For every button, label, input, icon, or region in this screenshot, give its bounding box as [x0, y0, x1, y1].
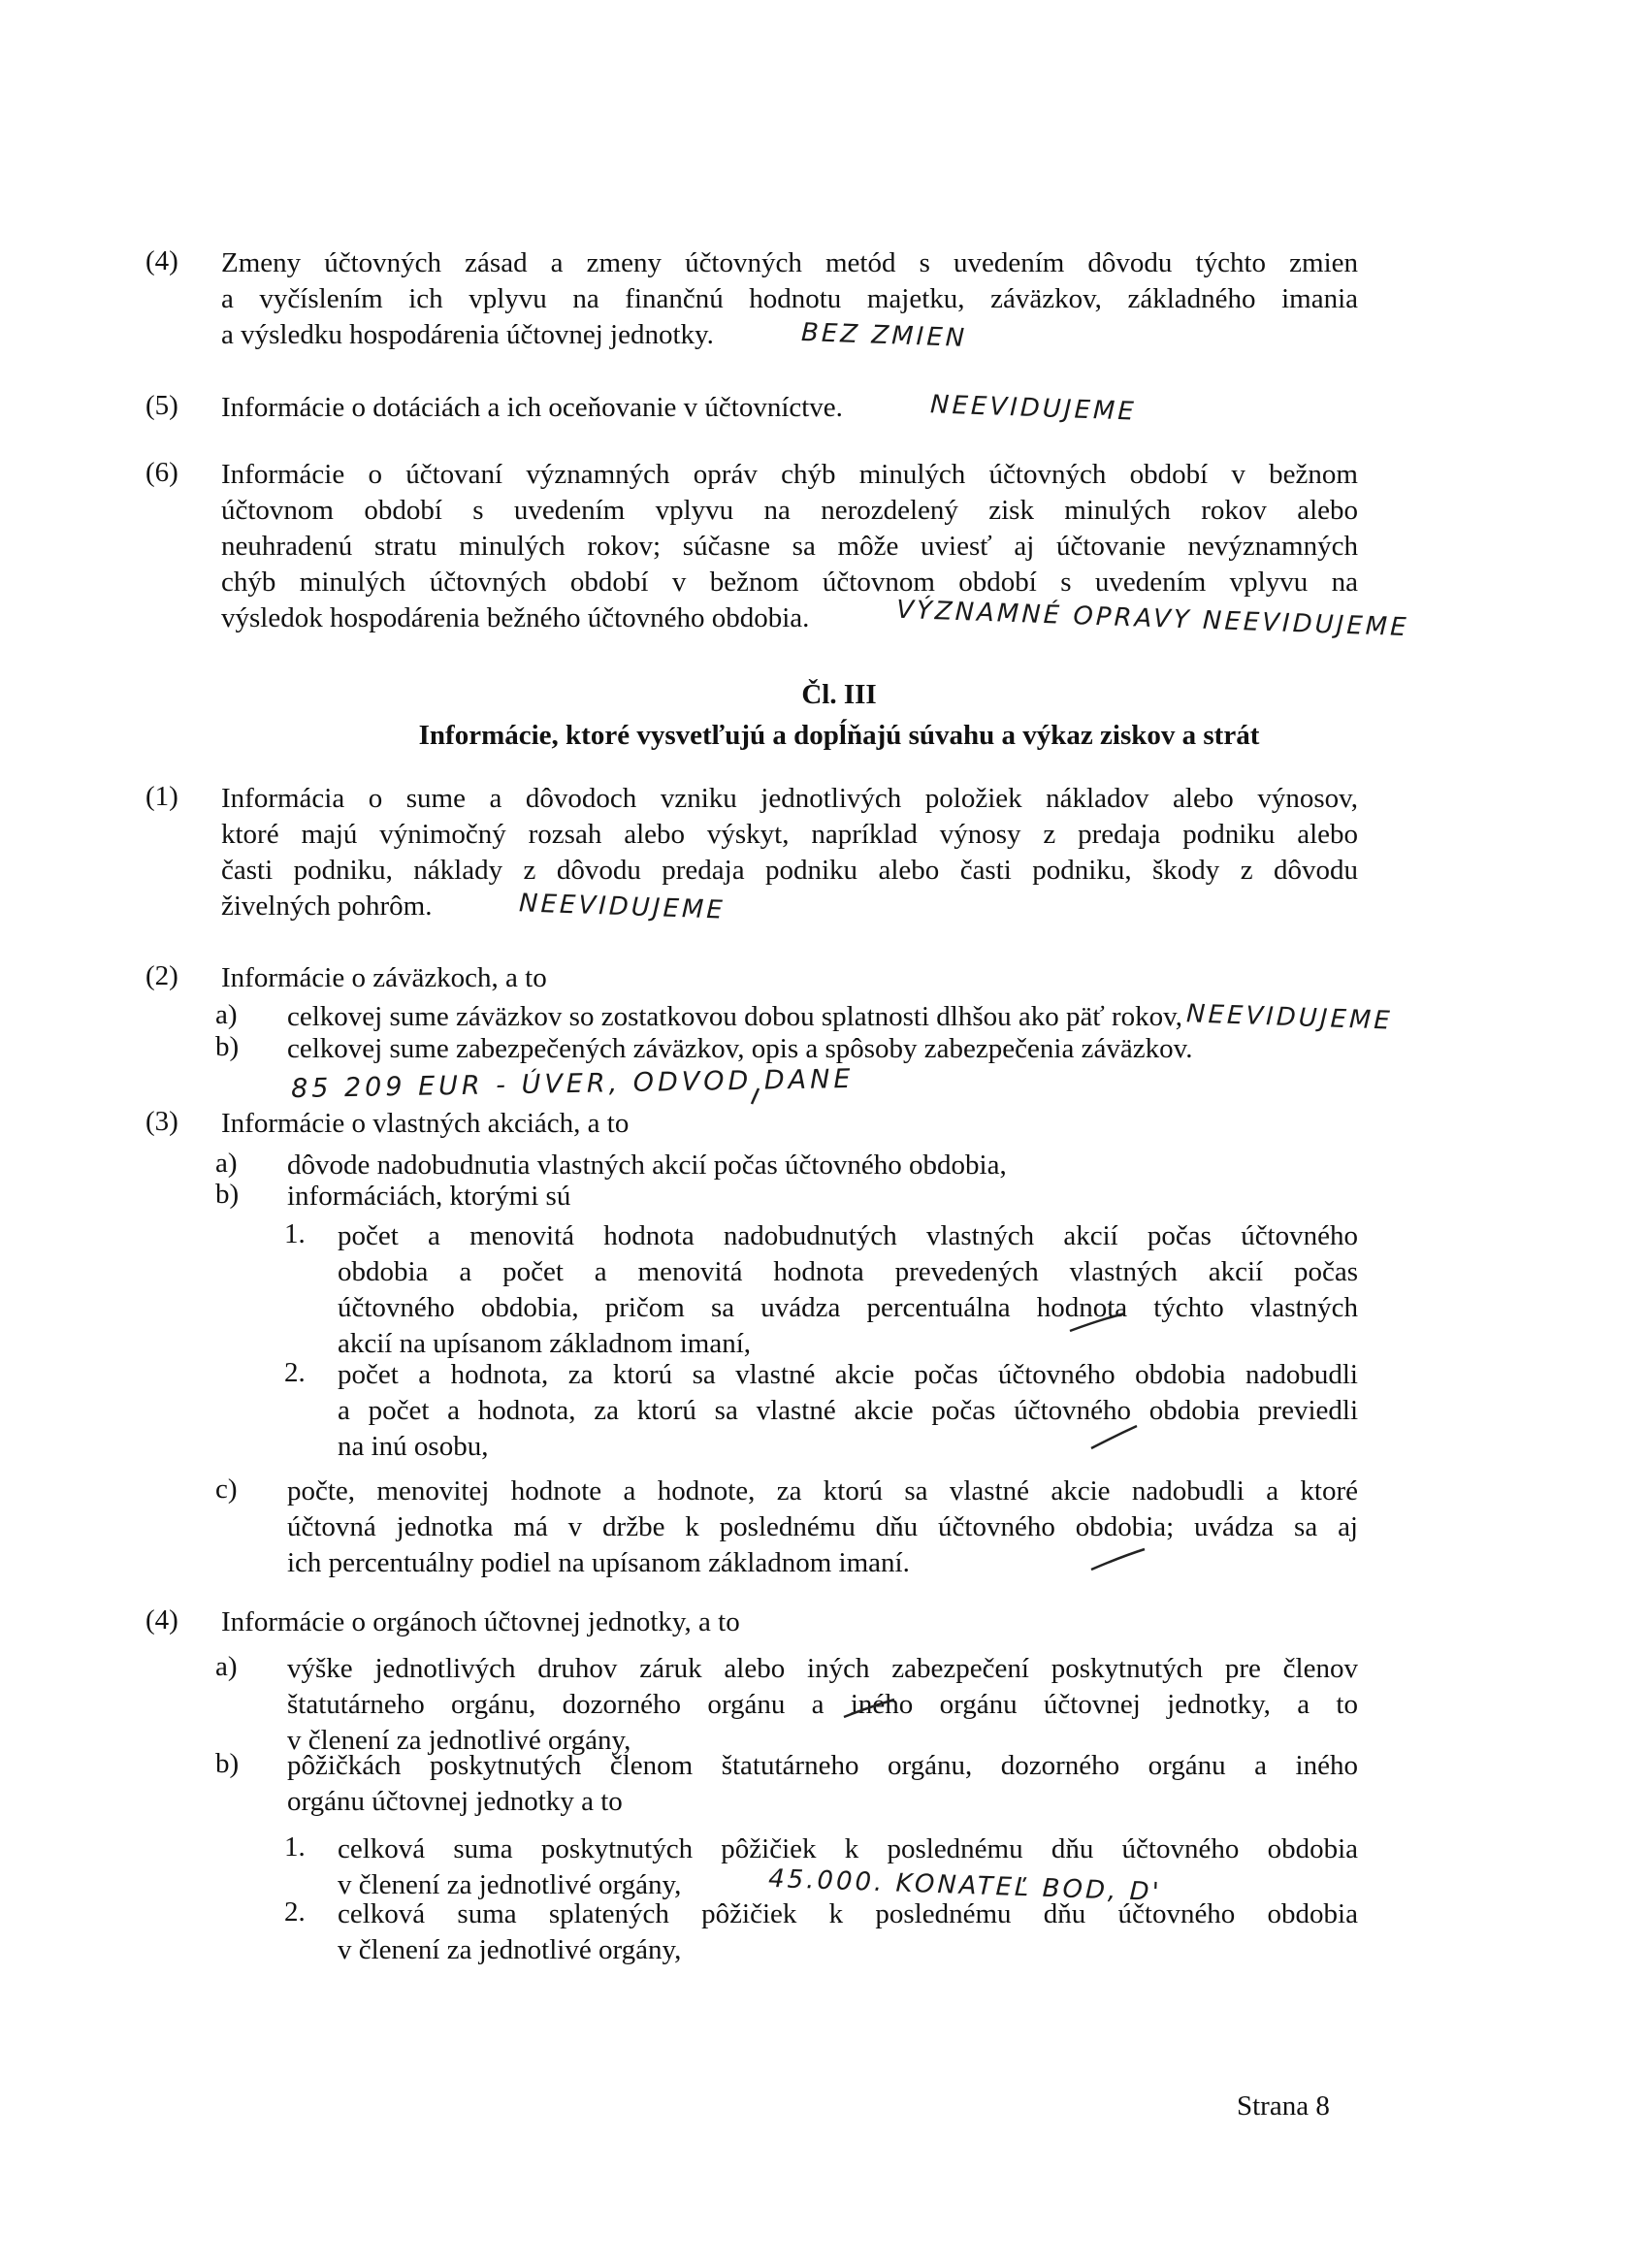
- handwritten-note: BEZ ZMIEN: [800, 318, 968, 353]
- text-line: [338, 1357, 1358, 1393]
- text-line: [221, 781, 1358, 817]
- list-item: [284, 1831, 1358, 1908]
- list-item: [215, 1031, 1358, 1067]
- list-item: [146, 781, 1358, 924]
- line-text: živelných pohrôm.: [221, 891, 433, 922]
- text-line: [338, 1896, 1358, 1932]
- line-text: účtovného obdobia, pričom sa uvádza percentuálna hodnota týchto vlastných: [338, 1292, 1358, 1323]
- list-item: [215, 1179, 1358, 1215]
- text-line: [287, 1784, 1358, 1820]
- line-text: obdobia a počet a menovitá hodnota prevedených vlastných akcií počas: [338, 1256, 1358, 1287]
- item-text: [287, 1179, 1358, 1215]
- line-text: Informácie o účtovaní významných opráv chýb minulých účtovných období v bežnom: [221, 459, 1358, 490]
- handwritten-note: VÝZNAMNÉ OPRAVY NEEVIDUJEME: [896, 595, 1410, 643]
- list-item: [284, 1896, 1358, 1968]
- text-line: [287, 1179, 1358, 1215]
- item-text: [221, 960, 1358, 996]
- item-label: (6): [146, 457, 178, 488]
- item-label: 1.: [284, 1831, 306, 1863]
- article-number: Čl. III: [801, 679, 877, 710]
- line-text: počet a hodnota, za ktorú sa vlastné akcie počas účtovného obdobia nadobudli: [338, 1359, 1358, 1390]
- text-line: [338, 1831, 1358, 1867]
- list-item: [215, 1474, 1358, 1581]
- list-item: [215, 999, 1394, 1036]
- line-text: účtovnom období s uvedením vplyvu na nerozdelený zisk minulých rokov alebo: [221, 495, 1358, 526]
- item-text: [287, 1748, 1358, 1820]
- text-line: [221, 595, 1410, 643]
- item-label: 1.: [284, 1218, 306, 1249]
- line-text: v členení za jednotlivé orgány,: [338, 1869, 682, 1900]
- line-text: dôvode nadobudnutia vlastných akcií počas účtovného obdobia,: [287, 1150, 1007, 1181]
- text-line: [221, 1106, 1358, 1142]
- item-label: 2.: [284, 1357, 306, 1388]
- text-line: [338, 1290, 1358, 1326]
- line-text: počet a menovitá hodnota nadobudnutých vlastných akcií počas účtovného: [338, 1220, 1358, 1251]
- list-item: [146, 390, 1358, 426]
- list-item: [146, 960, 1358, 996]
- item-text: [287, 1474, 1358, 1581]
- item-text: [221, 245, 1358, 353]
- text-line: [221, 317, 1358, 353]
- line-text: neuhradenú stratu minulých rokov; súčasne sa môže uviesť aj účtovanie nevýznamných: [221, 531, 1358, 562]
- line-text: akcií na upísanom základnom imaní,: [338, 1328, 752, 1359]
- text-line: [221, 529, 1358, 565]
- line-text: Informácie o záväzkoch, a to: [221, 962, 547, 993]
- line-text: a výsledku hospodárenia účtovnej jednotky.: [221, 319, 714, 350]
- line-text: Informácia o sume a dôvodoch vzniku jednotlivých položiek nákladov alebo výnosov,: [221, 783, 1358, 814]
- item-text: [287, 1651, 1358, 1759]
- text-line: [221, 960, 1358, 996]
- text-line: [221, 457, 1358, 493]
- item-label: (4): [146, 1604, 178, 1636]
- line-text: v členení za jednotlivé orgány,: [287, 1725, 631, 1756]
- list-item: [215, 1748, 1358, 1820]
- line-text: a počet a hodnota, za ktorú sa vlastné akcie počas účtovného obdobia previedli: [338, 1395, 1358, 1426]
- item-label: 2.: [284, 1896, 306, 1928]
- list-item: [146, 245, 1358, 353]
- text-line: [338, 1393, 1358, 1429]
- item-label: b): [215, 1179, 240, 1210]
- item-label: b): [215, 1748, 240, 1779]
- item-text: [221, 781, 1358, 924]
- text-line: [221, 565, 1358, 600]
- item-label: a): [215, 1148, 238, 1179]
- page-number: Strana 8: [1237, 2090, 1330, 2122]
- item-label: c): [215, 1474, 238, 1505]
- text-line: [287, 1651, 1358, 1687]
- list-item: [146, 1106, 1358, 1142]
- line-text: účtovná jednotka má v držbe k poslednému dňu účtovného obdobia; uvádza sa aj: [287, 1511, 1358, 1542]
- item-label: (5): [146, 390, 178, 421]
- text-line: [287, 1545, 1358, 1581]
- text-line: [221, 889, 1358, 924]
- line-text: celková suma splatených pôžičiek k poslednému dňu účtovného obdobia: [338, 1898, 1358, 1929]
- text-line: [287, 1748, 1358, 1784]
- item-text: [221, 457, 1410, 643]
- line-text: celkovej sume záväzkov so zostatkovou dobou splatnosti dlhšou ako päť rokov,: [287, 1001, 1183, 1032]
- handwritten-note: NEEVIDUJEME: [519, 889, 727, 925]
- handwritten-note: 45.000. KONATEĽ BOD, D': [767, 1863, 1163, 1908]
- item-label: (3): [146, 1106, 178, 1137]
- item-text: [338, 1218, 1358, 1362]
- list-item: [146, 457, 1410, 643]
- item-text: [287, 1031, 1358, 1067]
- text-line: [287, 1509, 1358, 1545]
- list-item: [284, 1218, 1358, 1362]
- article-title: Informácie, ktoré vysvetľujú a dopĺňajú súvahu a výkaz ziskov a strát: [418, 720, 1260, 751]
- item-label: a): [215, 999, 238, 1030]
- text-line: [221, 281, 1358, 317]
- handwritten-note: 85 209 EUR - ÚVER, ODVOD DANE: [290, 1063, 855, 1105]
- line-text: výške jednotlivých druhov záruk alebo iných zabezpečení poskytnutých pre členov: [287, 1653, 1358, 1684]
- text-line: [221, 493, 1358, 529]
- item-label: (2): [146, 960, 178, 991]
- item-text: [287, 999, 1394, 1036]
- item-text: [338, 1831, 1358, 1908]
- item-text: [221, 1604, 1358, 1640]
- item-text: [338, 1896, 1358, 1968]
- line-text: na inú osobu,: [338, 1431, 489, 1462]
- item-text: [338, 1357, 1358, 1465]
- text-line: [338, 1932, 1358, 1968]
- item-label: (4): [146, 245, 178, 276]
- text-line: [338, 1429, 1358, 1465]
- line-text: orgánu účtovnej jednotky a to: [287, 1786, 623, 1817]
- line-text: štatutárneho orgánu, dozorného orgánu a iného orgánu účtovnej jednotky, a to: [287, 1689, 1358, 1720]
- line-text: výsledok hospodárenia bežného účtovného obdobia.: [221, 602, 810, 633]
- line-text: celková suma poskytnutých pôžičiek k poslednému dňu účtovného obdobia: [338, 1833, 1358, 1864]
- text-line: [338, 1218, 1358, 1254]
- text-line: [287, 1031, 1358, 1067]
- item-label: (1): [146, 781, 178, 812]
- line-text: ich percentuálny podiel na upísanom základnom imaní.: [287, 1547, 910, 1578]
- text-line: [221, 853, 1358, 889]
- text-line: [221, 817, 1358, 853]
- item-label: a): [215, 1651, 238, 1682]
- line-text: počte, menovitej hodnote a hodnote, za ktorú sa vlastné akcie nadobudli a ktoré: [287, 1475, 1358, 1507]
- item-text: [221, 390, 1358, 426]
- text-line: [287, 999, 1394, 1036]
- text-line: [221, 390, 1358, 426]
- line-text: ktoré majú výnimočný rozsah alebo výskyt, napríklad výnosy z predaja podniku alebo: [221, 819, 1358, 850]
- list-item: [215, 1651, 1358, 1759]
- line-text: Informácie o vlastných akciách, a to: [221, 1108, 630, 1139]
- text-line: [287, 1474, 1358, 1509]
- line-text: Informácie o dotáciách a ich oceňovanie v účtovníctve.: [221, 392, 843, 423]
- handwritten-note: NEEVIDUJEME: [1185, 999, 1394, 1036]
- handwritten-note: NEEVIDUJEME: [929, 390, 1138, 427]
- text-line: [338, 1254, 1358, 1290]
- line-text: chýb minulých účtovných období v bežnom účtovnom období s uvedením vplyvu na: [221, 567, 1358, 598]
- text-line: [221, 245, 1358, 281]
- item-text: [221, 1106, 1358, 1142]
- line-text: Zmeny účtovných zásad a zmeny účtovných metód s uvedením dôvodu týchto zmien: [221, 247, 1358, 278]
- line-text: pôžičkách poskytnutých členom štatutárneho orgánu, dozorného orgánu a iného: [287, 1750, 1358, 1781]
- item-label: b): [215, 1031, 240, 1062]
- text-line: [287, 1687, 1358, 1723]
- line-text: celkovej sume zabezpečených záväzkov, opis a spôsoby zabezpečenia záväzkov.: [287, 1033, 1193, 1064]
- list-item: [146, 1604, 1358, 1640]
- list-item: [284, 1357, 1358, 1465]
- text-line: [221, 1604, 1358, 1640]
- line-text: informáciách, ktorými sú: [287, 1181, 571, 1212]
- line-text: Informácie o orgánoch účtovnej jednotky, a to: [221, 1606, 740, 1637]
- line-text: v členení za jednotlivé orgány,: [338, 1934, 682, 1965]
- line-text: a vyčíslením ich vplyvu na finančnú hodnotu majetku, záväzkov, základného imania: [221, 283, 1358, 314]
- line-text: časti podniku, náklady z dôvodu predaja podniku alebo časti podniku, škody z dôvodu: [221, 855, 1358, 886]
